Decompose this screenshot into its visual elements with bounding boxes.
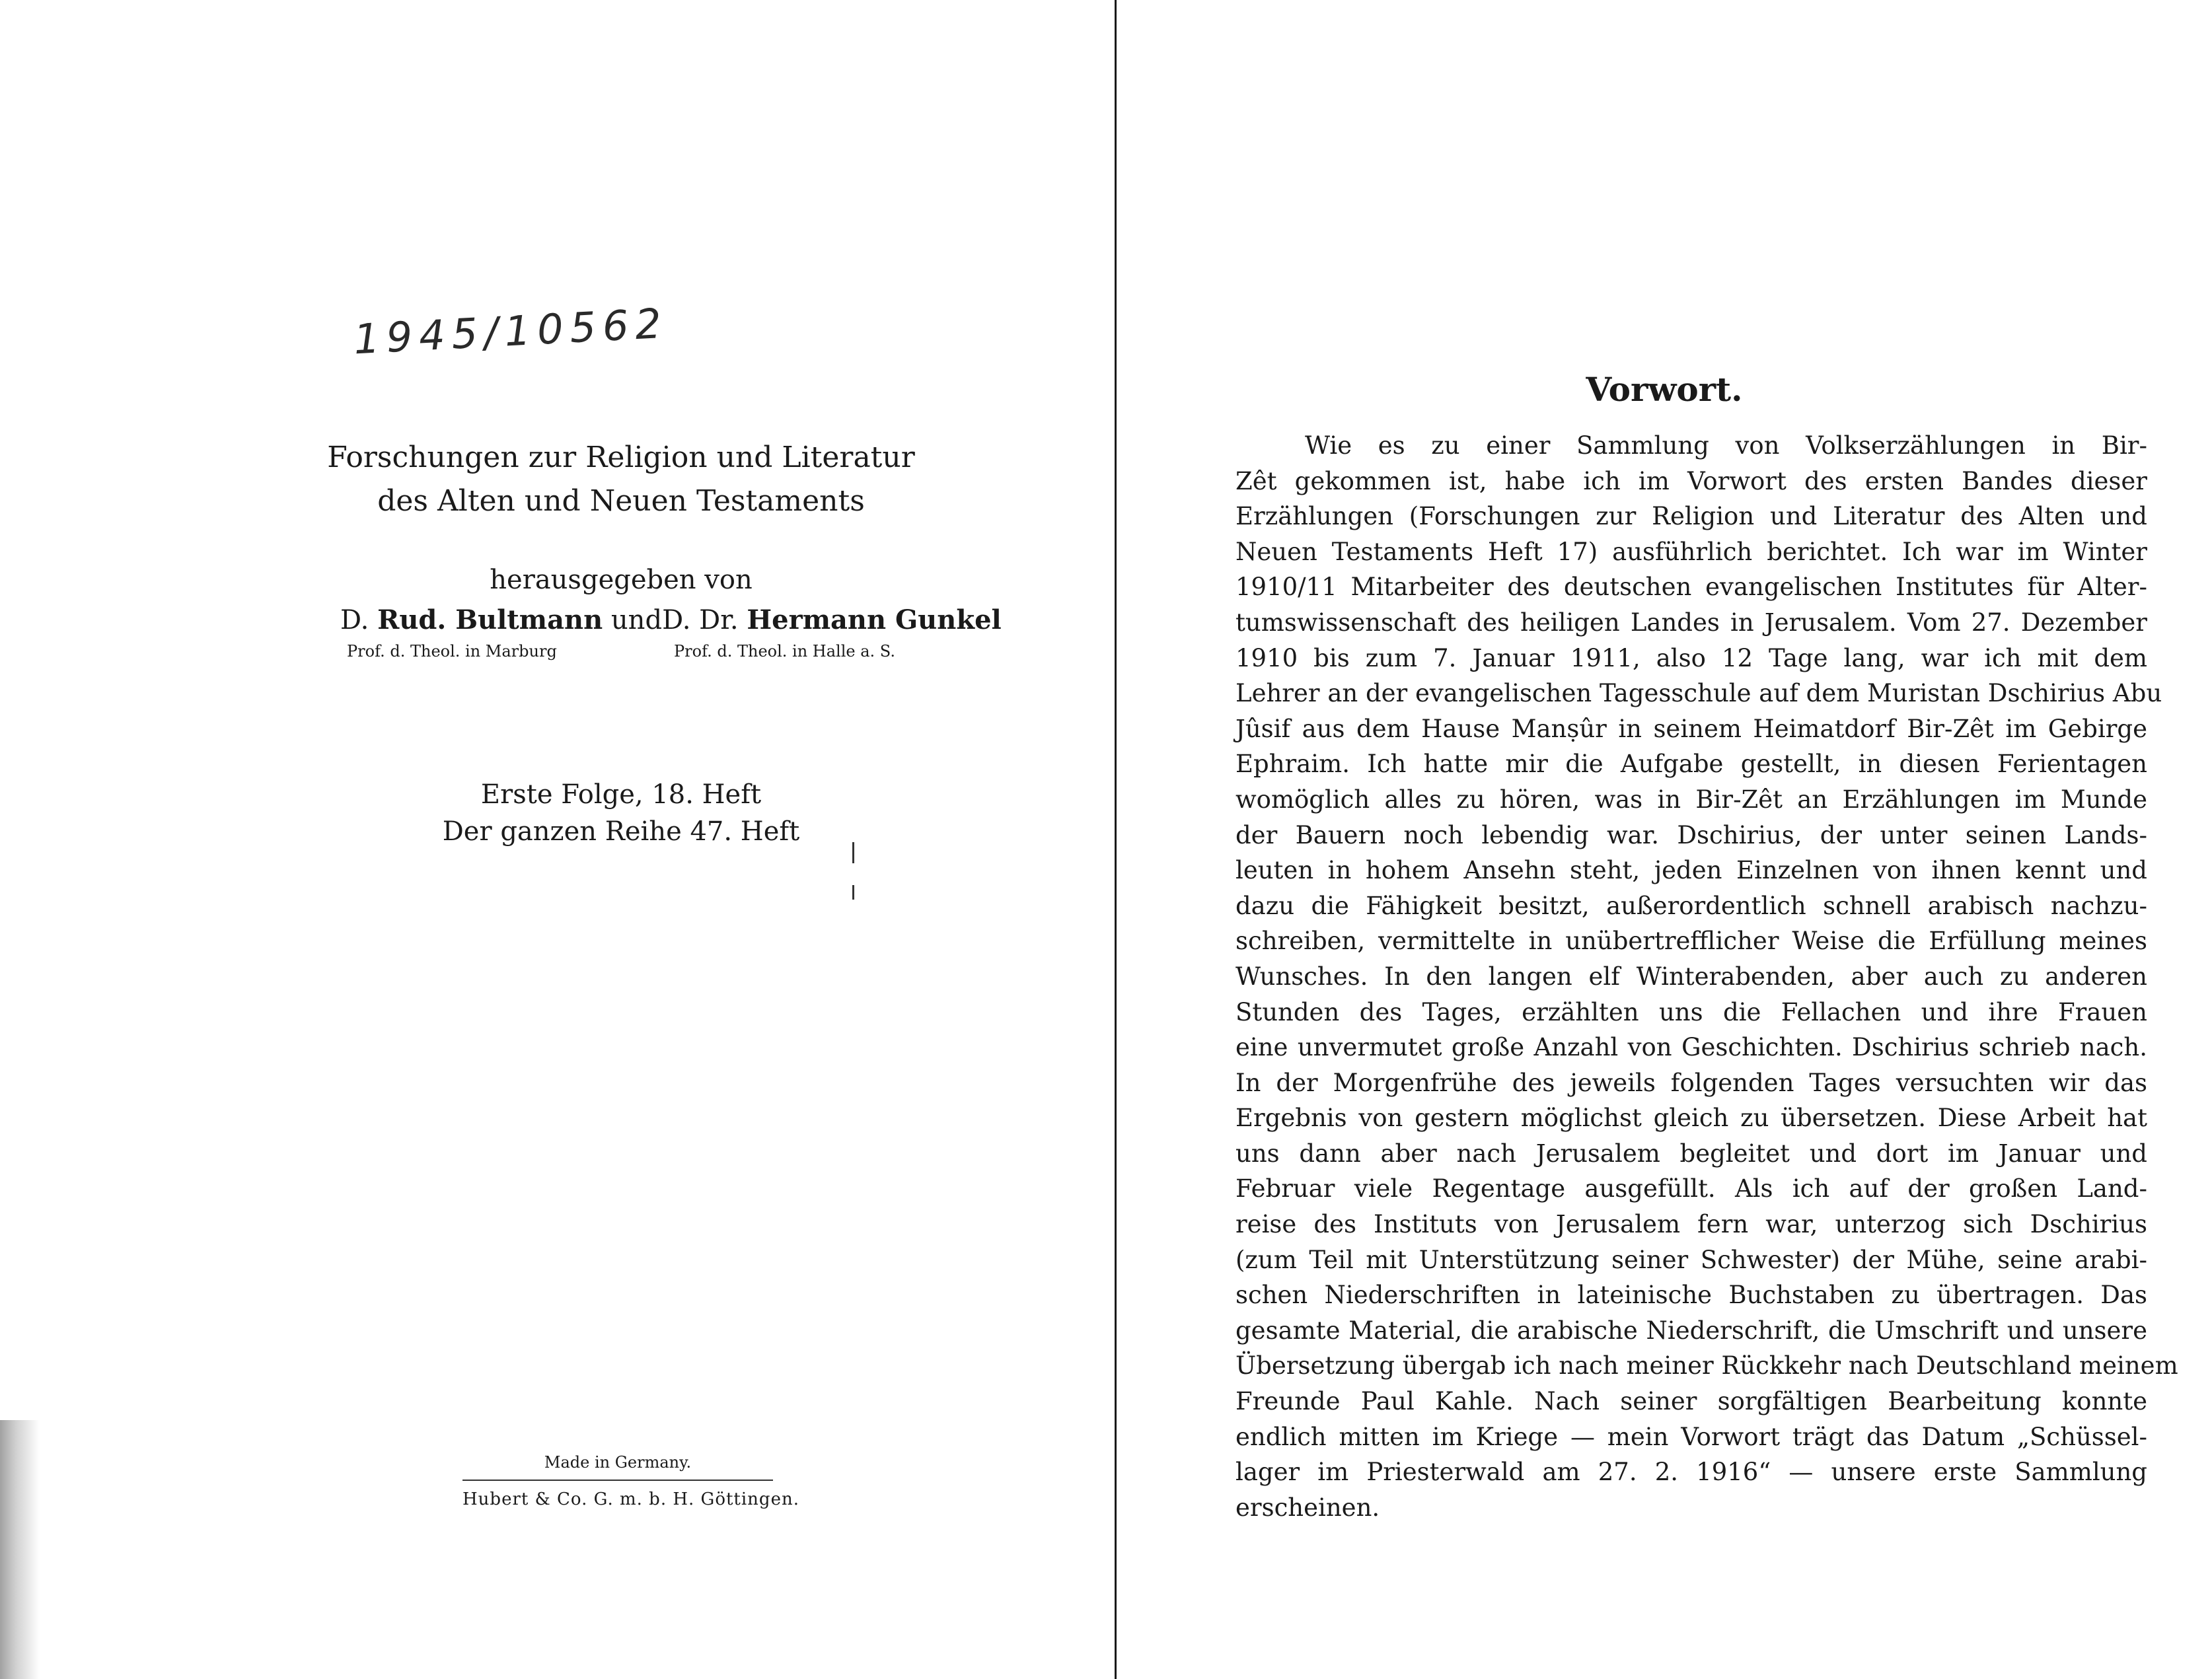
- preface-line: Lehrer an der evangelischen Tagesschule auf dem Muristan Dschirius Abu: [1235, 679, 2162, 708]
- issue-info: [291, 776, 951, 850]
- preface-line: leuten in hohem Ansehn steht, jeden Einzelnen von ihnen kennt und: [1235, 856, 2147, 885]
- preface-line: 1910/11 Mitarbeiter des deutschen evangelischen Institutes für Alter-: [1235, 573, 2147, 602]
- preface-line: In der Morgenfrühe des jeweils folgenden Tages versuchten wir das: [1235, 1068, 2147, 1097]
- preface-line: gesamte Material, die arabische Niederschrift, die Umschrift und unsere: [1235, 1316, 2147, 1345]
- preface-line: Freunde Paul Kahle. Nach seiner sorgfältigen Bearbeitung konnte: [1235, 1387, 2147, 1416]
- preface-line: reise des Instituts von Jerusalem fern war, unterzog sich Dschirius: [1235, 1210, 2147, 1239]
- series-title: [291, 436, 951, 523]
- editor-1-name: Rud. Bultmann: [377, 604, 603, 635]
- editor-1: [340, 604, 662, 635]
- affiliations: [347, 642, 895, 661]
- editor-2-prefix: D. Dr.: [662, 605, 739, 635]
- series-title-line: Forschungen zur Religion und Literatur: [327, 441, 915, 474]
- issue-line: Der ganzen Reihe 47. Heft: [442, 816, 800, 847]
- preface-line: Erzählungen (Forschungen zur Religion und Literatur des Alten und: [1235, 502, 2147, 531]
- affiliation-1: Prof. d. Theol. in Marburg: [347, 642, 557, 661]
- made-in-germany: Made in Germany.: [544, 1453, 692, 1472]
- affiliation-2: Prof. d. Theol. in Halle a. S.: [674, 642, 895, 661]
- preface-line: schen Niederschriften in lateinische Buchstaben zu übertragen. Das: [1235, 1281, 2147, 1310]
- right-page: [1117, 0, 2212, 1679]
- preface-body: [1235, 428, 2178, 1525]
- issue-line: Erste Folge, 18. Heft: [480, 779, 762, 810]
- preface-line: Wunsches. In den langen elf Winterabenden, aber auch zu anderen: [1235, 962, 2147, 991]
- editors: [340, 604, 1002, 635]
- preface-line: tumswissenschaft des heiligen Landes in Jerusalem. Vom 27. Dezember: [1235, 608, 2147, 637]
- series-title-line: des Alten und Neuen Testaments: [377, 484, 865, 518]
- preface-line: lager im Priesterwald am 27. 2. 1916“ — unsere erste Sammlung: [1235, 1458, 2147, 1487]
- editor-conjunction: und: [610, 605, 663, 635]
- printer-imprint: Hubert & Co. G. m. b. H. Göttingen.: [462, 1489, 799, 1509]
- margin-mark: [852, 885, 854, 900]
- preface-line: Wie es zu einer Sammlung von Volkserzählungen in Bir-: [1305, 431, 2147, 460]
- margin-mark: [852, 842, 854, 863]
- preface-line: Jûsif aus dem Hause Manṣûr in seinem Heimatdorf Bir-Zêt im Gebirge: [1235, 714, 2147, 743]
- preface-line: endlich mitten im Kriege — mein Vorwort trägt das Datum „Schüssel-: [1235, 1422, 2147, 1451]
- preface-line: uns dann aber nach Jerusalem begleitet und dort im Januar und: [1235, 1139, 2147, 1168]
- preface-line: dazu die Fähigkeit besitzt, außerordentlich schnell arabisch nachzu-: [1235, 891, 2147, 920]
- preface-line: Übersetzung übergab ich nach meiner Rückkehr nach Deutschland meinem: [1235, 1351, 2178, 1380]
- preface-line: Februar viele Regentage ausgefüllt. Als ich auf der großen Land-: [1235, 1174, 2147, 1203]
- preface-heading: Vorwort.: [1586, 370, 1743, 409]
- preface-line: 1910 bis zum 7. Januar 1911, also 12 Tage lang, war ich mit dem: [1235, 643, 2147, 672]
- preface-line: (zum Teil mit Unterstützung seiner Schwester) der Mühe, seine arabi-: [1235, 1245, 2147, 1274]
- preface-line: Stunden des Tages, erzählten uns die Fellachen und ihre Frauen: [1235, 997, 2147, 1026]
- printer-divider: [462, 1480, 773, 1481]
- preface-line: Ephraim. Ich hatte mir die Aufgabe gestellt, in diesen Ferientagen: [1235, 750, 2147, 779]
- preface-line: Neuen Testaments Heft 17) ausführlich berichtet. Ich war im Winter: [1235, 537, 2147, 566]
- preface-line: eine unvermutet große Anzahl von Geschichten. Dschirius schrieb nach.: [1235, 1033, 2147, 1062]
- editor-2-name: Hermann Gunkel: [747, 604, 1002, 635]
- handwritten-call-number: 1945/10562: [352, 299, 669, 364]
- preface-line: schreiben, vermittelte in unübertrefflicher Weise die Erfüllung meines: [1235, 927, 2147, 956]
- editor-1-prefix: D.: [340, 605, 369, 635]
- preface-line: Zêt gekommen ist, habe ich im Vorwort des ersten Bandes dieser: [1235, 466, 2147, 495]
- edited-by-label: herausgegeben von: [490, 565, 753, 595]
- page-edge-shadow: [0, 1420, 40, 1679]
- preface-line: Ergebnis von gestern möglichst gleich zu übersetzen. Diese Arbeit hat: [1235, 1104, 2147, 1133]
- preface-line: der Bauern noch lebendig war. Dschirius, der unter seinen Lands-: [1235, 820, 2147, 849]
- preface-line: womöglich alles zu hören, was in Bir-Zêt an Erzählungen im Munde: [1235, 785, 2147, 814]
- editor-2: [662, 604, 1002, 635]
- preface-line: erscheinen.: [1235, 1493, 1380, 1522]
